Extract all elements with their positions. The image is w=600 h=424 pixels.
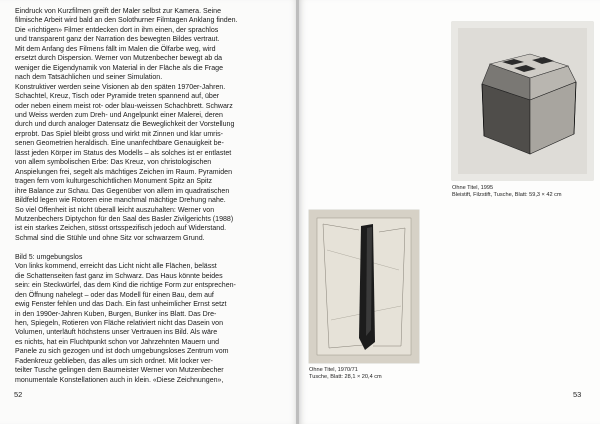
caption-top bbox=[452, 185, 593, 199]
page-number-right: 53 bbox=[573, 390, 582, 399]
caption-bottom-detail: Tusche, Blatt: 28,1 × 20,4 cm bbox=[309, 374, 382, 380]
left-page bbox=[0, 0, 298, 424]
caption-top-detail: Bleistift, Filzstift, Tusche, Blatt: 59,3 × 42 cm bbox=[452, 192, 562, 198]
house-drawing-illustration bbox=[452, 22, 593, 180]
line-drawing-illustration bbox=[309, 210, 419, 363]
caption-bottom-title: Ohne Titel, 1970/71 bbox=[309, 367, 358, 373]
artwork-line-drawing bbox=[309, 210, 419, 363]
caption-top-title: Ohne Titel, 1995 bbox=[452, 185, 494, 191]
right-page bbox=[299, 0, 600, 424]
page-number-left: 52 bbox=[14, 390, 23, 399]
body-text: Eindruck von Kurzfilmen greift der Maler selbst zur Kamera. Seine filmische Arbeit wird bald an den Solothurner Filmtagen Anklang finden. Die «richtigen» Filmer entdecken dort in ihm einen, der sprachlos und transparent ganz der Narration des bewegten Bildes vertraut. Mit dem Anfang des Filmens fällt im Malen die Ölfarbe weg, wird ersetzt durch Dispersion. Werner von Mutzenbecher bewegt ab da weniger die Eigendynamik von Material in der Fläche als die Frage nach dem Tatsächlichen und seiner Simulation. Konstruktiver werden seine Visionen ab den späten 1970er-Jahren. Schachtel, Kreuz, Tisch oder Pyramide treten spannend auf, über oder neben einem meist rot- oder blau-weissen Schachbrett. Schwarz und Weiss werden zum Dreh- und Angelpunkt einer Malerei, deren durch und durch analoger Datensatz die Beweglichkeit der Vorstellung erprobt. Das Spiel bleibt gross und wirkt mit Zinnen und klar umris- senen Geometrien heraldisch. Eine unanfechtbare Genauigkeit be- lässt jeden Körper im Status des Modells – als solches ist er entlastet von allem symbolischen Erbe: Das Kreuz, von christologischen Anspielungen frei, segelt als mächtiges Zeichen im Raum. Pyramiden tragen fern vom kulturgeschichtlichen Monument Spitz an Spitz ihre Balance zur Schau. Das Gegenüber von allem im quadratischen Bildfeld legen wie Rotoren eine manchmal mächtige Drehung nahe. So viel Offenheit ist nicht überall leicht auszuhalten: Werner von Mutzenbechers Diptychon für den Saal des Basler Zivilgerichts (1988) ist ein starkes Zeichen, stösst ortsspezifisch jedoch auf Widerstand. Schmal sind die Stühle und ohne Sitz vor schwarzem Grund. Bild 5: umgebungslos Von links kommend, erreicht das Licht nicht alle Flächen, belässt die Schattenseiten fast ganz im Schwarz. Das Haus könnte beides sein: ein Steckwürfel, das dem Kind die richtige Form zur entsprechen- den Öffnung nahelegt – oder das Modell für einen Bau, dem auf ewig Fenster fehlen und das Dach. Ein fast unheimlicher Ernst setzt in den 1990er-Jahren Kuben, Burgen, Bunker ins Blatt. Das Dre- hen, Spiegeln, Rotieren von Fläche relativiert nicht das Dasein von Volumen, unterläuft höchstens unser Vertrauen ins Bild. Als wäre es nichts, hat ein Fluchtpunkt schon vor Jahrzehnten Mauern und Panele zu sich gezogen und ist doch umgebungsloses Zentrum vom Fadenkreuz geblieben, das alles um sich ordnet. Mit locker ver- teilter Tusche gelingen dem Baumeister Werner von Mutzenbecher monumentale Konstellationen auch in klein. «Diese Zeichnungen», bbox=[15, 8, 238, 384]
caption-bottom bbox=[309, 367, 459, 381]
artwork-house-drawing bbox=[452, 22, 593, 180]
